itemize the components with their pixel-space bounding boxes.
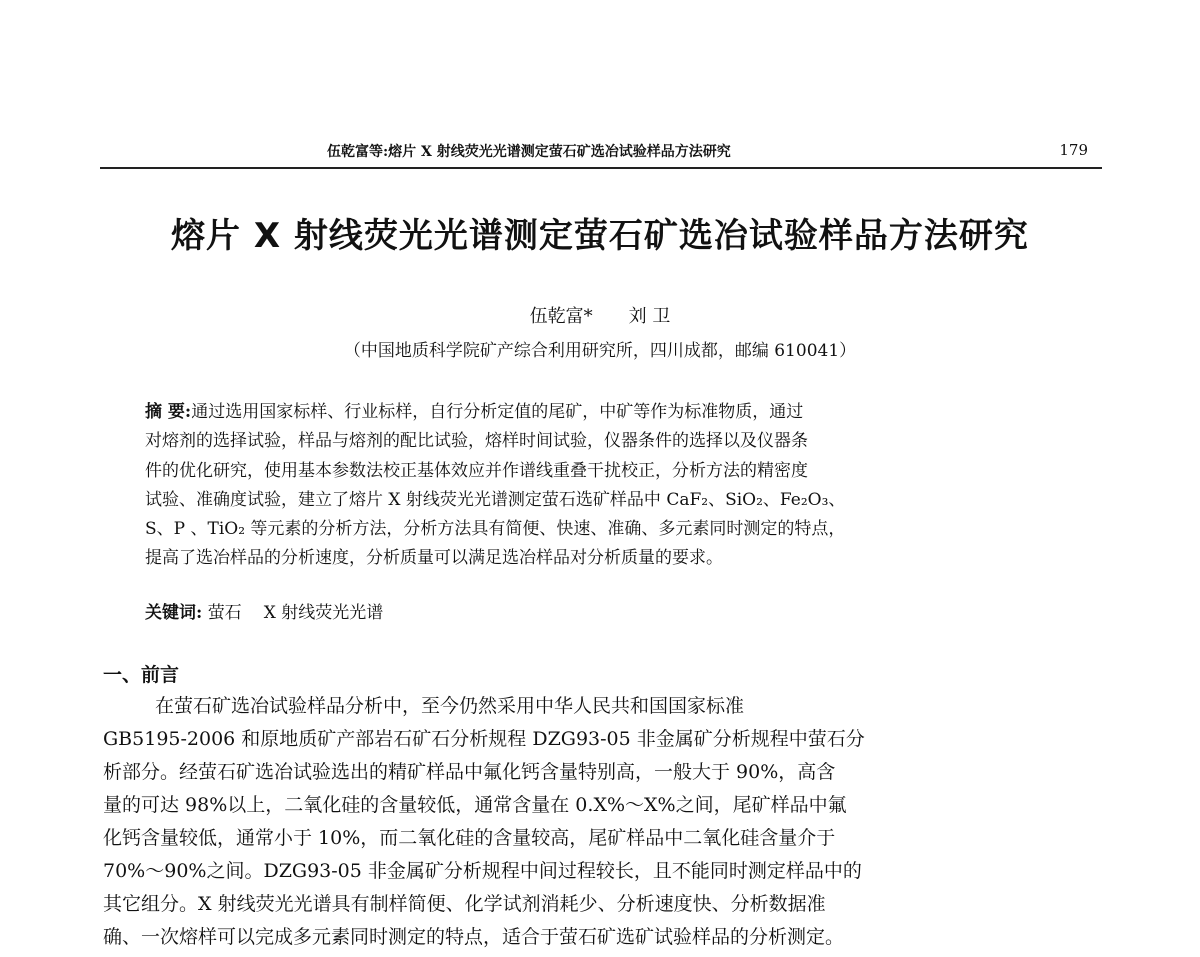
keywords (145, 598, 383, 623)
author-line (0, 302, 1200, 328)
section-heading: 一、前言 (103, 664, 180, 686)
abstract-line: S、P 、TiO₂ 等元素的分析方法，分析方法具有简便、快速、准确、多元素同时测定的特点， (145, 519, 846, 540)
keyword-item: X 射线荧光光谱 (263, 603, 384, 623)
abstract-line: 试验、准确度试验，建立了熔片 X 射线荧光光谱测定萤石选矿样品中 CaF₂、SiO₂、Fe₂O₃、 (145, 489, 846, 510)
page-number: 179 (1059, 141, 1088, 159)
body-line: GB5195-2006 和原地质矿产部岩石矿石分析规程 DZG93-05 非金属矿分析规程中萤石分 (103, 728, 865, 750)
body-line: 析部分。经萤石矿选冶试验选出的精矿样品中氟化钙含量特别高，一般大于 90%，高含 (103, 761, 836, 783)
body-line: 量的可达 98%以上，二氧化硅的含量较低，通常含量在 0.X%～X%之间，尾矿样品中氟 (103, 794, 847, 816)
abstract-line: 对熔剂的选择试验，样品与熔剂的配比试验，熔样时间试验，仪器条件的选择以及仪器条 (145, 431, 808, 452)
body-line: 70%～90%之间。DZG93-05 非金属矿分析规程中间过程较长，且不能同时测定样品中的 (103, 860, 862, 882)
section-body (103, 690, 1103, 954)
body-line: 确、一次熔样可以完成多元素同时测定的特点，适合于萤石矿选矿试验样品的分析测定。 (103, 926, 845, 948)
keywords-label: 关键词: (145, 603, 203, 623)
affiliation: （中国地质科学院矿产综合利用研究所，四川成都，邮编 610041） (343, 341, 857, 361)
abstract (145, 398, 1070, 574)
abstract-label: 摘 要: (145, 402, 192, 422)
body-line: 在萤石矿选冶试验样品分析中，至今仍然采用中华人民共和国国家标准 (155, 695, 745, 717)
author-second: 刘 卫 (628, 306, 671, 327)
running-title: 伍乾富等:熔片 X 射线荧光光谱测定萤石矿选冶试验样品方法研究 (327, 144, 731, 160)
paper-title: 熔片 X 射线荧光光谱测定萤石矿选冶试验样品方法研究 (171, 216, 1029, 256)
author-first: 伍乾富* (529, 306, 593, 327)
keyword-item: 萤石 (207, 603, 242, 623)
abstract-line: 摘 要:通过选用国家标样、行业标样，自行分析定值的尾矿，中矿等作为标准物质，通过 (145, 402, 804, 422)
running-header (100, 141, 1102, 169)
abstract-line: 件的优化研究，使用基本参数法校正基体效应并作谱线重叠干扰校正，分析方法的精密度 (145, 460, 808, 481)
body-line: 化钙含量较低，通常小于 10%，而二氧化硅的含量较高，尾矿样品中二氧化硅含量介于 (103, 827, 836, 849)
body-line: 其它组分。X 射线荧光光谱具有制样简便、化学试剂消耗少、分析速度快、分析数据准 (103, 893, 826, 915)
abstract-line: 提高了选冶样品的分析速度，分析质量可以满足选冶样品对分析质量的要求。 (145, 548, 723, 569)
